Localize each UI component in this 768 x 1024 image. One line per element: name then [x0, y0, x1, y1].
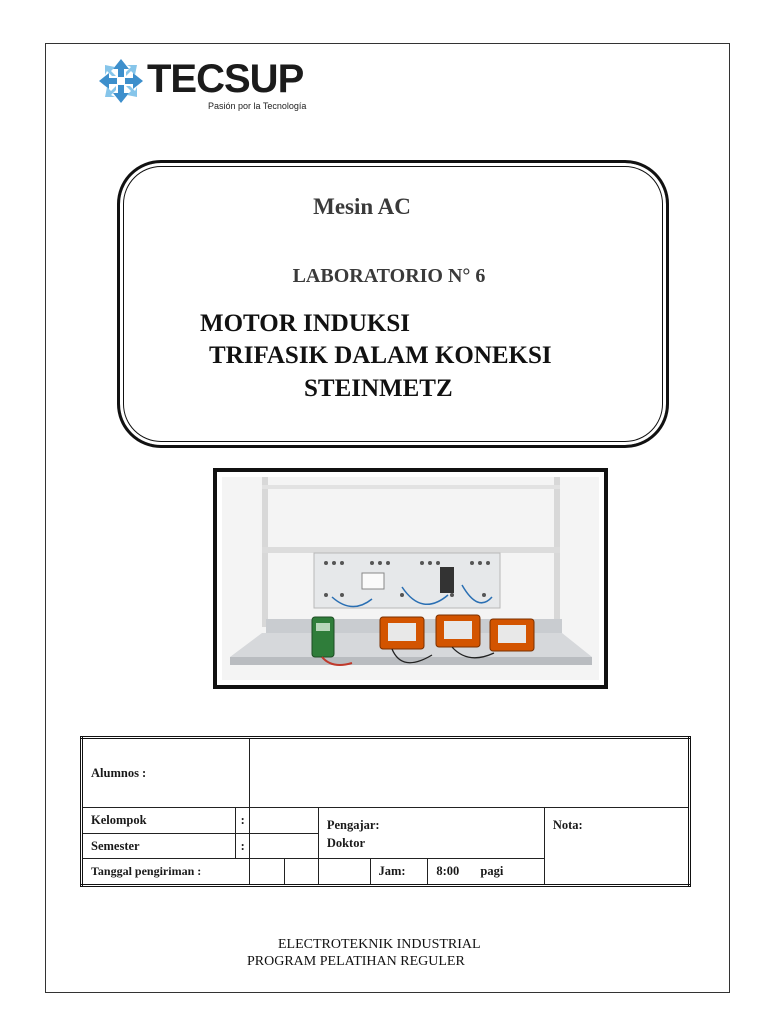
kelompok-field[interactable] — [250, 808, 319, 834]
jam-value: 8:00 — [436, 864, 460, 879]
nota-cell[interactable] — [544, 808, 689, 886]
kelompok-label: Kelompok — [82, 808, 236, 834]
alumnos-label: Alumnos : — [82, 738, 250, 808]
tanggal-year-field[interactable] — [318, 859, 370, 886]
tecsup-logo — [95, 55, 315, 115]
jam-period: pagi — [480, 864, 504, 879]
semester-field[interactable] — [250, 834, 319, 859]
jam-label: Jam: — [370, 859, 428, 886]
semester-label: Semester — [82, 834, 236, 859]
pengajar-label: Pengajar: — [326, 818, 380, 833]
tanggal-month-field[interactable] — [284, 859, 318, 886]
pengajar-value[interactable]: Doktor — [326, 836, 366, 851]
pengajar-cell — [318, 808, 544, 859]
main-title-line-2: TRIFASIK DALAM KONEKSI — [209, 342, 552, 369]
jam-value-cell[interactable] — [428, 859, 544, 886]
lab-equipment-photo — [213, 468, 608, 689]
semester-colon: : — [236, 834, 250, 859]
main-title-line-1: MOTOR INDUKSI — [200, 310, 410, 337]
logo-wordmark: TECSUP — [147, 57, 304, 101]
tanggal-day-field[interactable] — [250, 859, 285, 886]
course-title: Mesin AC — [313, 194, 411, 219]
lab-bench-illustration — [222, 477, 599, 680]
footer-program: PROGRAM PELATIHAN REGULER — [247, 954, 465, 969]
tanggal-label: Tanggal pengiriman : — [82, 859, 250, 886]
student-info-table — [80, 736, 691, 887]
alumnos-field[interactable] — [250, 738, 690, 808]
main-title-line-3: STEINMETZ — [304, 375, 453, 402]
footer-department: ELECTROTEKNIK INDUSTRIAL — [278, 937, 481, 952]
tecsup-emblem-icon — [95, 55, 147, 107]
kelompok-colon: : — [236, 808, 250, 834]
lab-number: LABORATORIO N° 6 — [292, 265, 486, 287]
logo-tagline: Pasión por la Tecnología — [208, 101, 307, 111]
nota-label: Nota: — [552, 818, 583, 833]
